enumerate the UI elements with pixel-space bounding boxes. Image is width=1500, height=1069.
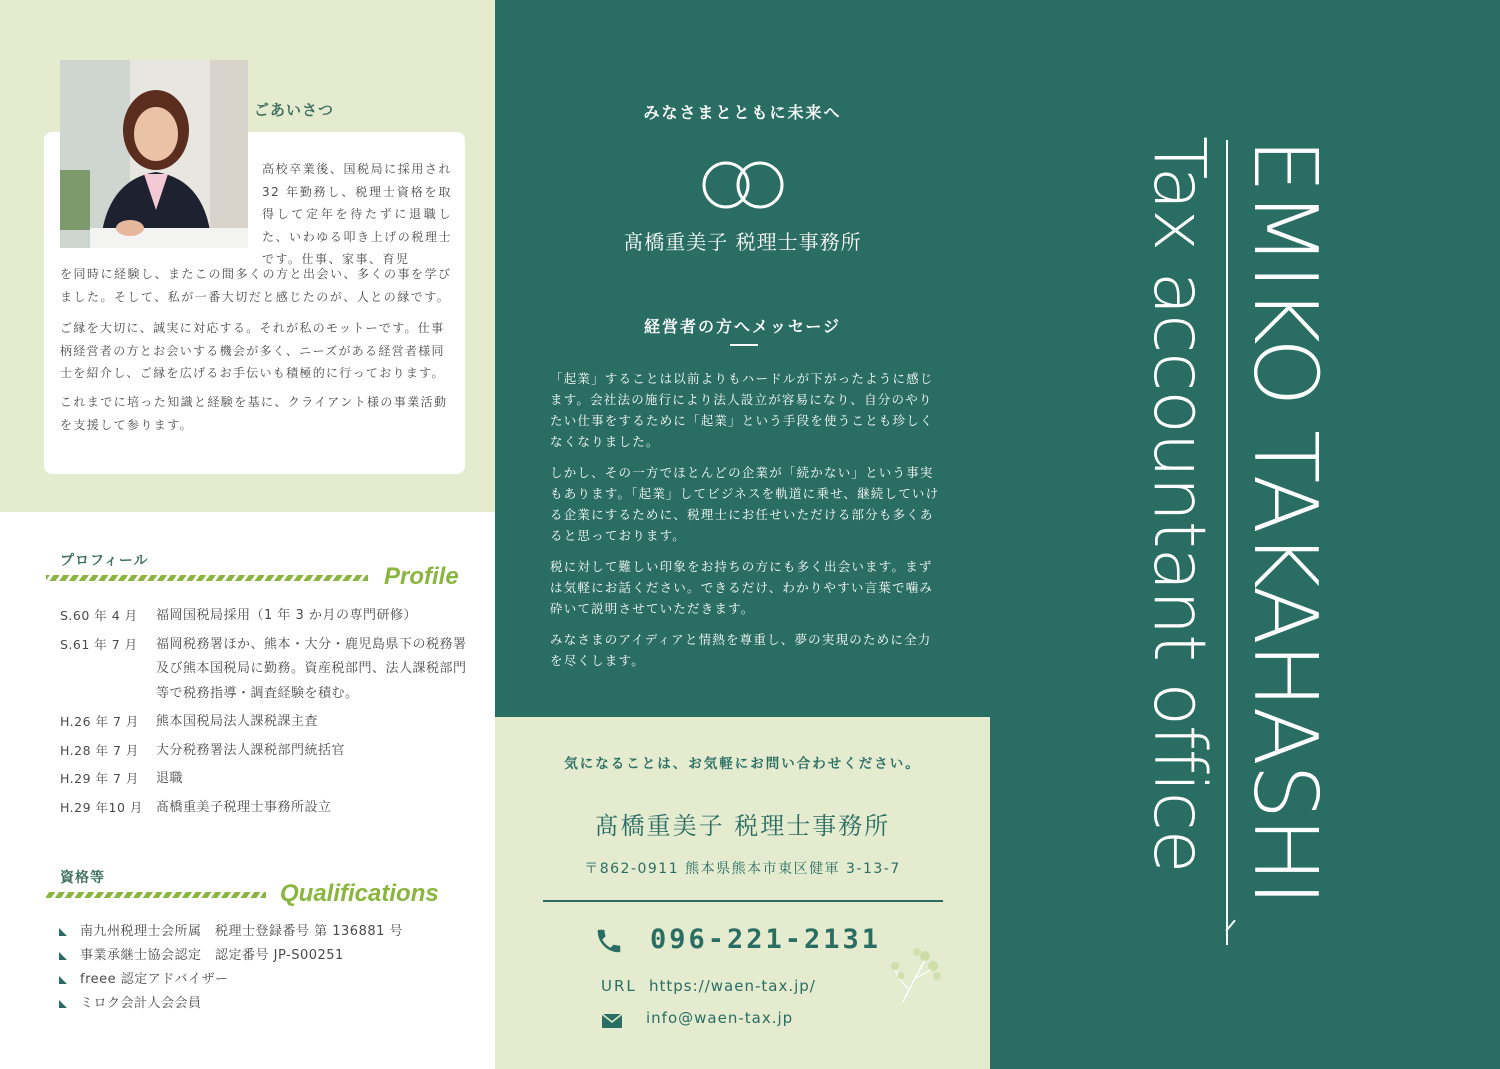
profile-title-jp: プロフィール [60,553,149,569]
qualification-text: freee 認定アドバイザー [80,972,229,987]
logo-rings-icon [700,158,788,212]
mail-icon [602,1014,622,1028]
profile-desc: 髙橋重美子税理士事務所設立 [156,799,332,815]
contact-office-name: 髙橋重美子 税理士事務所 [594,812,891,840]
portrait-photo [60,60,248,248]
profile-row [60,767,470,792]
profile-row [60,710,470,735]
contact-lead: 気になることは、お気軽にお問い合わせください。 [564,756,921,772]
qualification-item [58,920,403,944]
website-link[interactable]: https://waen-tax.jp/ [649,977,816,995]
profile-row [60,739,470,764]
cover-vertical-line [1226,140,1228,945]
greeting-paragraph-1-top: 高校卒業後、国税局に採用され 32 年勤務し、税理士資格を取得して定年を待たずに退職した、いわゆる叩き上げの税理士です。仕事、家事、育児 [262,162,452,266]
profile-list [60,604,470,824]
triangle-bullet-icon [58,999,68,1009]
qualification-item [58,944,403,968]
qualifications-title-jp: 資格等 [60,870,105,886]
email-link[interactable]: info@waen-tax.jp [646,1009,794,1027]
qualification-item [58,968,403,992]
qualification-item [58,992,403,1016]
message-paragraph: しかし、その一方でほとんどの企業が「続かない」という事実もあります。「起業」してビジネスを軌道に乗せ、継続していける企業にするために、税理士にお任せいただける部分も多くあると思っております。 [550,465,940,543]
sprig-icon [885,940,945,1005]
profile-row [60,633,470,707]
profile-desc: 福岡国税局採用（1 年 3 か月の専門研修） [156,608,417,623]
tagline: みなさまとともに未来へ [643,103,842,122]
profile-date: H.28 年 7 月 [60,742,139,758]
profile-date: S.61 年 7 月 [60,636,138,652]
profile-date: H.29 年10 月 [60,799,143,815]
message-heading-underline [730,344,758,346]
profile-date: S.60 年 4 月 [60,608,138,623]
triangle-bullet-icon [58,975,68,985]
profile-date: H.26 年 7 月 [60,714,139,729]
phone-icon [594,926,624,956]
qualification-text: 南九州税理士会所属 税理士登録番号 第 136881 号 [80,924,404,939]
profile-desc: 退職 [156,771,184,786]
profile-desc: 大分税務署法人課税部門統括官 [156,742,346,758]
message-paragraph: 「起業」することは以前よりもハードルが下がったように感じます。会社法の施行により法人設立が容易になり、自分のやりたい仕事をするために「起業」という手段を使うことも珍しくなくなりました。 [550,371,934,449]
profile-title-en: Profile [384,563,459,590]
profile-stripe-divider [46,575,368,581]
cover-name: EMIKO TAKAHASHI [1234,138,1336,905]
phone-number[interactable]: 096-221-2131 [650,924,882,955]
qualifications-title-en: Qualifications [280,880,439,907]
triangle-bullet-icon [58,951,68,961]
profile-date: H.29 年 7 月 [60,771,139,786]
qualification-text: ミロク会計人会会員 [80,996,202,1011]
office-name: 髙橋重美子 税理士事務所 [623,230,862,254]
message-heading: 経営者の方へメッセージ [643,317,842,336]
profile-desc: 福岡税務署ほか、熊本・大分・鹿児島県下の税務署及び熊本国税局に勤務。資産税部門、法人課税部門等で税務指導・調査経験を積む。 [156,636,467,701]
qualifications-list [58,920,403,1016]
contact-divider [543,900,943,902]
profile-row [60,796,470,821]
cover-subtitle: Tax accountant office [1138,136,1221,873]
message-paragraph: 税に対して難しい印象をお持ちの方にも多く出会います。まずは気軽にお話ください。できるだけ、わかりやすい言葉で噛み砕いて説明させていただきます。 [550,559,934,616]
contact-address: 〒862-0911 熊本県熊本市東区健軍 3-13-7 [584,861,901,877]
triangle-bullet-icon [58,927,68,937]
qualifications-stripe-divider [46,892,266,898]
profile-desc: 熊本国税局法人課税課主査 [156,714,319,729]
url-label: URL [601,977,637,995]
greeting-paragraph-3: これまでに培った知識と経験を基に、クライアント様の事業活動を支援して参ります。 [60,395,448,432]
profile-row [60,604,470,629]
greeting-paragraph-2: ご縁を大切に、誠実に対応する。それが私のモットーです。仕事柄経営者の方とお会いする機会が多く、ニーズがある経営者様同士を紹介し、ご縁を広げるお手伝いも積極的に行っております。 [60,321,445,380]
qualification-text: 事業承継士協会認定 認定番号 JP-S00251 [80,948,344,963]
greeting-paragraph-1-bottom: を同時に経験し、またこの間多くの方と出会い、多くの事を学びました。そして、私が一番大切だと感じたのが、人との縁です。 [60,267,452,304]
greeting-title: ごあいさつ [254,101,335,119]
message-paragraph: みなさまのアイディアと情熱を尊重し、夢の実現のために全力を尽くします。 [550,632,932,668]
message-body [550,368,942,681]
